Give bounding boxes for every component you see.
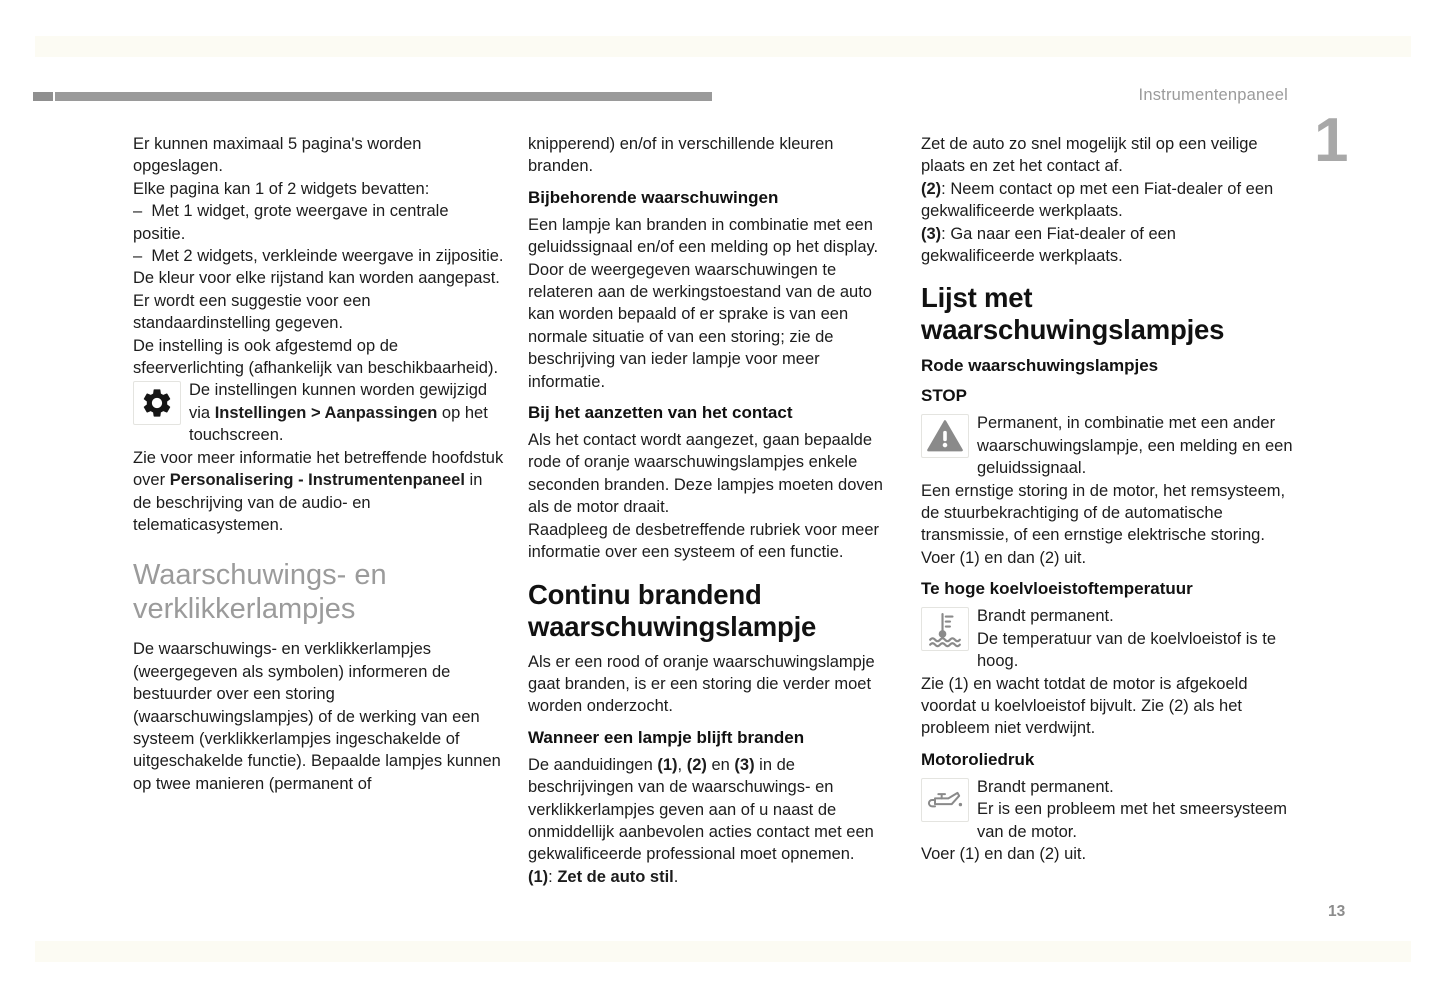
header-rule xyxy=(55,92,712,101)
oil-pressure-icon xyxy=(921,778,969,822)
column-3 xyxy=(921,133,1293,865)
settings-note-block xyxy=(133,379,505,536)
body-paragraph: De aanduidingen (1), (2) en (3) in de beschrijvingen van de waarschuwings- en verklikkerlampjes geven aan of u naast de onmiddellijk aanbevolen acties contact met een gekwalificeerde professional moet opnemen. xyxy=(528,755,874,864)
subheading-bijbehorende: Bijbehorende waarschuwingen xyxy=(528,187,779,207)
body-paragraph: Brandt permanent. xyxy=(977,607,1114,626)
body-paragraph: Voer (1) en dan (2) uit. xyxy=(921,548,1087,567)
page-top-shade xyxy=(35,36,1411,57)
section-title-lijst: Lijst met waarschuwingslampjes xyxy=(921,282,1225,346)
section-title-continu: Continu brandend waarschuwingslampje xyxy=(528,578,817,642)
body-paragraph: Zie (1) en wacht totdat de motor is afgekoeld voordat u koelvloeistof bijvult. Zie (2) als het probleem niet verdwijnt. xyxy=(921,674,1248,738)
action-line: (3): Ga naar een Fiat-dealer of een gekwalificeerde werkplaats. xyxy=(921,224,1176,266)
body-paragraph: De instelling is ook afgestemd op de sfeerverlichting (afhankelijk van beschikbaarheid). xyxy=(133,336,499,378)
body-paragraph: Brandt permanent. xyxy=(977,777,1114,796)
body-paragraph: Een lampje kan branden in combinatie met een geluidssignaal en/of een melding op het display. Door de weergegeven waarschuwingen te relateren aan de werkingstoestand van de auto kan worden bepaald of er sprake is van een normale situatie of van een storing; zie de beschrijving van ieder lampje voor meer informatie. xyxy=(528,215,879,391)
body-paragraph: Raadpleeg de desbetreffende rubriek voor meer informatie over een systeem of een functie. xyxy=(528,520,880,562)
chapter-number: 1 xyxy=(1314,106,1349,175)
list-item: – Met 1 widget, grote weergave in centrale positie. xyxy=(133,202,449,243)
coolant-temperature-icon xyxy=(921,607,969,651)
stop-warning-block xyxy=(921,412,1293,569)
action-line: (2): Neem contact op met een Fiat-dealer of een gekwalificeerde werkplaats. xyxy=(921,179,1274,221)
action-line: (1): Zet de auto stil. xyxy=(528,867,679,886)
body-paragraph: De temperatuur van de koelvloeistof is te hoog. xyxy=(977,629,1276,671)
body-paragraph: knipperend) en/of in verschillende kleuren branden. xyxy=(528,135,834,176)
body-paragraph: De waarschuwings- en verklikkerlampjes (weergegeven als symbolen) informeren de bestuurder over een storing (waarschuwingslampjes) of de werking van een systeem (verklikkerlampjes ingeschakelde of uitgeschakelde functie). Bepaalde lampjes kunnen op twee manieren (permanent of xyxy=(133,640,501,793)
list-item: – Met 2 widgets, verkleinde weergave in zijpositie. xyxy=(133,247,504,266)
section-title-warning-lights: Waarschuwings- en verklikkerlampjes xyxy=(133,559,387,626)
more-info-note: Zie voor meer informatie het betreffende hoofdstuk over Personalisering - Instrumentenpaneel in de beschrijving van de audio- en telematicasystemen. xyxy=(133,448,504,534)
page-bottom-shade xyxy=(35,941,1411,962)
coolant-warning-block xyxy=(921,605,1293,672)
body-paragraph: Permanent, in combinatie met een ander waarschuwingslampje, een melding en een geluidssignaal. xyxy=(977,414,1293,478)
subheading-motoroliedruk: Motoroliedruk xyxy=(921,749,1035,769)
subheading-stop: STOP xyxy=(921,386,967,406)
subheading-koelvloeistof: Te hoge koelvloeistoftemperatuur xyxy=(921,579,1193,599)
subheading-blijft-branden: Wanneer een lampje blijft branden xyxy=(528,727,805,747)
subheading-rode-lampjes: Rode waarschuwingslampjes xyxy=(921,356,1159,376)
body-paragraph: Voer (1) en dan (2) uit. xyxy=(921,844,1087,863)
subheading-contact: Bij het aanzetten van het contact xyxy=(528,403,793,423)
column-2 xyxy=(528,133,900,888)
settings-note: De instellingen kunnen worden gewijzigd via Instellingen > Aanpassingen op het touchscreen. xyxy=(189,381,488,445)
warning-triangle-icon xyxy=(921,414,969,458)
body-paragraph: Een ernstige storing in de motor, het remsysteem, de stuurbekrachtiging of de automatische transmissie, of een ernstige elektrische storing. xyxy=(921,481,1286,545)
running-header: Instrumentenpaneel xyxy=(1138,86,1288,104)
body-paragraph: Elke pagina kan 1 of 2 widgets bevatten: xyxy=(133,179,430,198)
body-paragraph: Als het contact wordt aangezet, gaan bepaalde rode of oranje waarschuwingslampjes enkele seconden branden. Deze lampjes moeten doven als de motor draait. xyxy=(528,431,883,517)
body-paragraph: Zet de auto zo snel mogelijk stil op een veilige plaats en zet het contact af. xyxy=(921,135,1258,176)
column-1 xyxy=(133,133,505,795)
oil-warning-block xyxy=(921,776,1293,843)
page-number: 13 xyxy=(1328,903,1346,920)
body-paragraph: Er kunnen maximaal 5 pagina's worden opgeslagen. xyxy=(133,135,422,176)
gear-icon xyxy=(133,381,181,425)
body-paragraph: Er is een probleem met het smeersysteem van de motor. xyxy=(977,800,1287,841)
header-rule-segment xyxy=(33,92,53,101)
body-paragraph: De kleur voor elke rijstand kan worden aangepast. Er wordt een suggestie voor een standaardinstelling gegeven. xyxy=(133,269,500,333)
body-paragraph: Als er een rood of oranje waarschuwingslampje gaat branden, is er een storing die verder moet worden onderzocht. xyxy=(528,652,875,716)
